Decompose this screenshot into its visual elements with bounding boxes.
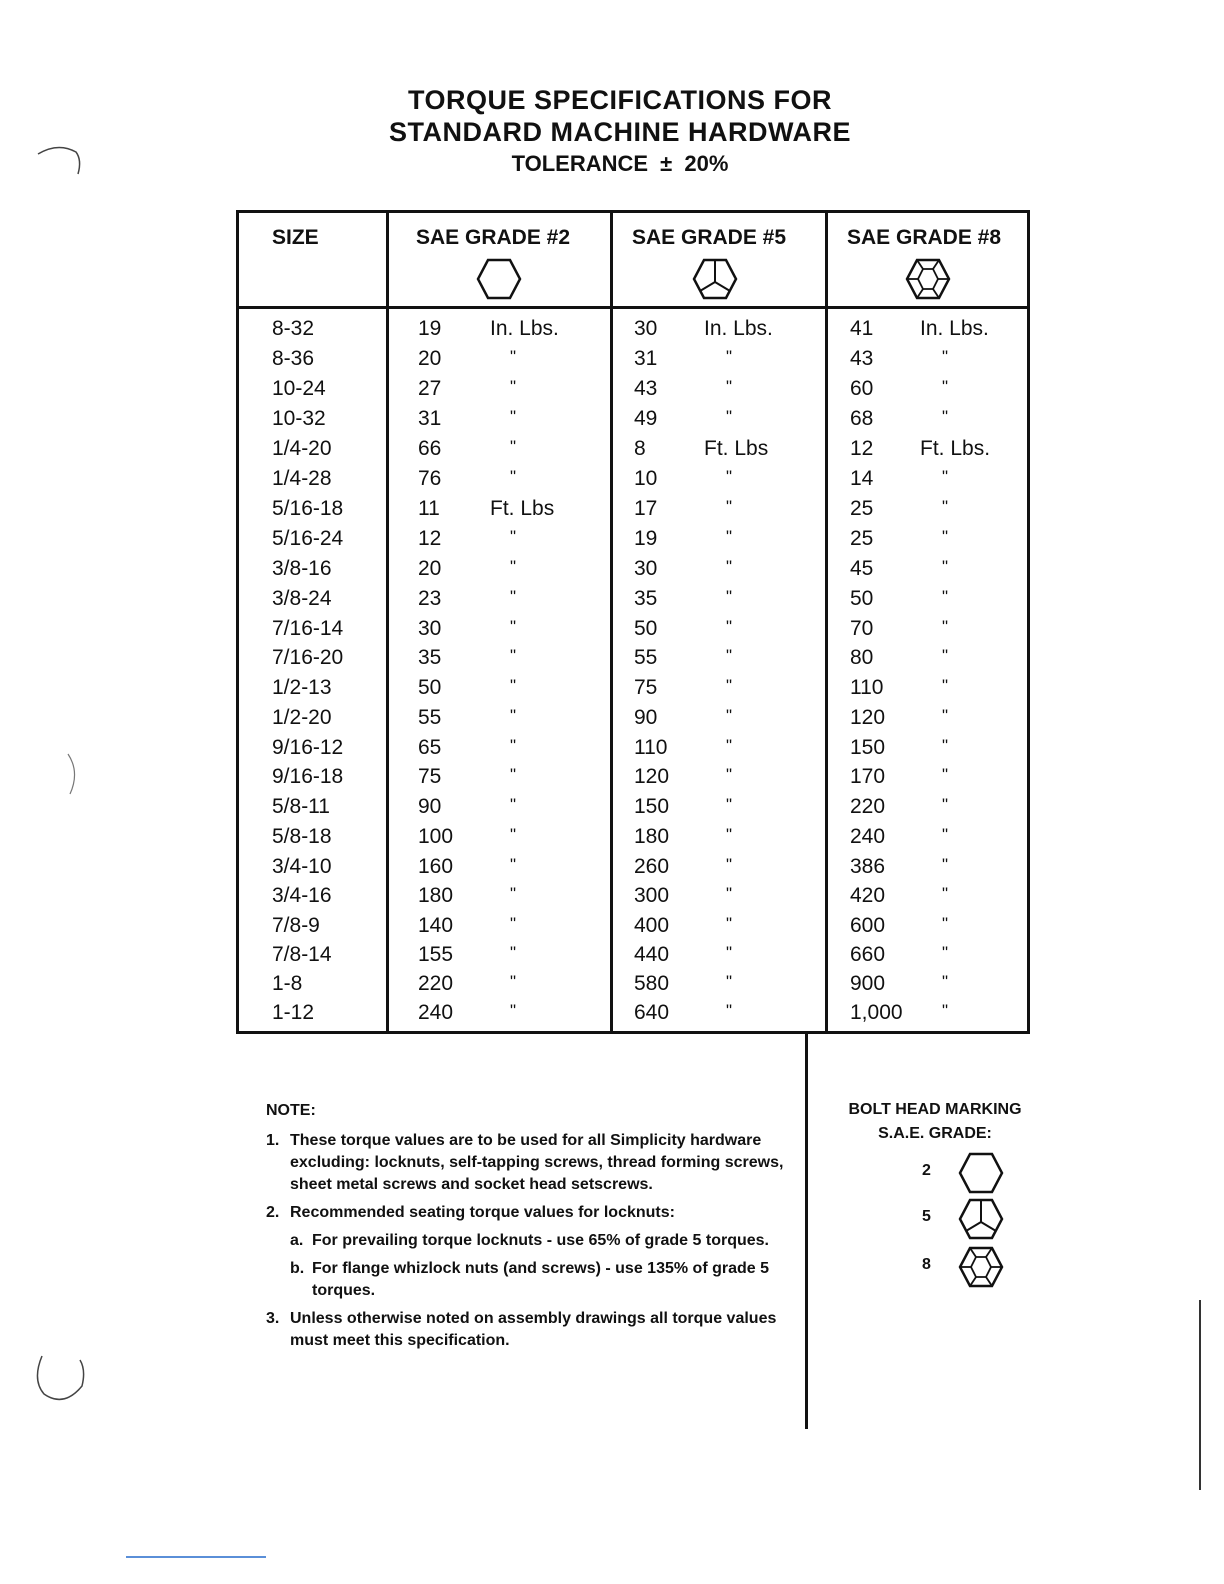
- table-row: [0, 407, 1224, 437]
- grade5-value: 90: [634, 706, 658, 729]
- grade2-value: 100: [418, 825, 454, 848]
- size-cell: 1/2-20: [272, 706, 332, 729]
- grade2-value: 35: [418, 646, 442, 669]
- grade2-unit: In. Lbs.: [490, 317, 559, 340]
- grade8-unit: ": [942, 467, 949, 486]
- table-row: [0, 736, 1224, 766]
- grade2-unit: ": [510, 1001, 517, 1020]
- grade2-value: 155: [418, 943, 454, 966]
- grade8-unit: ": [942, 825, 949, 844]
- grade5-value: 35: [634, 587, 658, 610]
- size-cell: 1-12: [272, 1001, 315, 1024]
- grade8-value: 68: [850, 407, 874, 430]
- table-row: [0, 795, 1224, 825]
- grade5-unit: ": [726, 407, 733, 426]
- grade5-value: 400: [634, 914, 670, 937]
- table-row: [0, 347, 1224, 377]
- note-item: [266, 1308, 786, 1352]
- page-title-line-2: STANDARD MACHINE HARDWARE: [389, 117, 851, 147]
- note-subitem: [266, 1230, 786, 1252]
- size-cell: 9/16-18: [272, 765, 344, 788]
- grade5-unit: ": [726, 617, 733, 636]
- grade8-value: 120: [850, 706, 886, 729]
- grade-label: 5: [922, 1208, 931, 1225]
- grade8-value: 386: [850, 855, 886, 878]
- note-number: 2.: [266, 1204, 280, 1221]
- note-text: Recommended seating torque values for locknuts:: [290, 1204, 675, 1221]
- legend-title-line-1: BOLT HEAD MARKING: [848, 1101, 1022, 1118]
- size-cell: 3/4-10: [272, 855, 332, 878]
- grade8-unit: ": [942, 736, 949, 755]
- size-cell: 1-8: [272, 972, 303, 995]
- grade2-value: 23: [418, 587, 442, 610]
- subitem-text: For flange whizlock nuts (and screws) - use 135% of grade 5 torques.: [312, 1260, 769, 1299]
- grade5-value: 50: [634, 617, 658, 640]
- hex-plain-icon: [958, 1152, 1004, 1194]
- table-row: [0, 1001, 1224, 1031]
- grade5-value: 110: [634, 736, 668, 759]
- grade8-value: 25: [850, 497, 874, 520]
- grade2-value: 30: [418, 617, 442, 640]
- grade5-value: 30: [634, 557, 658, 580]
- size-cell: 5/8-18: [272, 825, 332, 848]
- hex-six-line-icon: [905, 258, 951, 300]
- subitem-letter: b.: [290, 1260, 305, 1277]
- grade8-unit: ": [942, 765, 949, 784]
- grade2-value: 76: [418, 467, 442, 490]
- size-cell: 7/16-14: [272, 617, 344, 640]
- grade5-unit: ": [726, 914, 733, 933]
- grade8-value: 1,000: [850, 1001, 903, 1024]
- grade2-unit: ": [510, 557, 517, 576]
- grade8-unit: ": [942, 497, 949, 516]
- grade8-unit: ": [942, 855, 949, 874]
- size-cell: 3/4-16: [272, 884, 332, 907]
- table-row: [0, 437, 1224, 467]
- grade2-unit: ": [510, 706, 517, 725]
- edge-mark: [126, 1556, 266, 1558]
- table-row: [0, 467, 1224, 497]
- grade8-unit: ": [942, 706, 949, 725]
- grade8-unit: ": [942, 527, 949, 546]
- table-row: [0, 765, 1224, 795]
- section-divider: [805, 1034, 808, 1429]
- grade2-value: 66: [418, 437, 442, 460]
- grade5-unit: ": [726, 943, 733, 962]
- grade2-value: 31: [418, 407, 442, 430]
- table-row: [0, 557, 1224, 587]
- table-row: [0, 617, 1224, 647]
- grade8-unit: ": [942, 884, 949, 903]
- size-cell: 10-32: [272, 407, 326, 430]
- grade2-unit: ": [510, 972, 517, 991]
- size-cell: 8-36: [272, 347, 315, 370]
- size-cell: 7/8-9: [272, 914, 320, 937]
- grade5-value: 17: [634, 497, 658, 520]
- grade8-value: 900: [850, 972, 886, 995]
- grade5-value: 580: [634, 972, 670, 995]
- grade2-unit: ": [510, 914, 517, 933]
- grade2-unit: ": [510, 527, 517, 546]
- grade8-value: 43: [850, 347, 874, 370]
- table-row: [0, 317, 1224, 347]
- grade5-unit: ": [726, 676, 733, 695]
- grade5-unit: ": [726, 1001, 733, 1020]
- grade8-unit: ": [942, 972, 949, 991]
- grade5-unit: ": [726, 855, 733, 874]
- grade8-value: 50: [850, 587, 874, 610]
- table-row: [0, 587, 1224, 617]
- grade5-value: 19: [634, 527, 658, 550]
- grade8-unit: ": [942, 914, 949, 933]
- grade5-unit: ": [726, 347, 733, 366]
- grade8-value: 110: [850, 676, 884, 699]
- grade2-value: 160: [418, 855, 454, 878]
- note-subitem: [266, 1258, 786, 1302]
- table-row: [0, 914, 1224, 944]
- grade8-unit: ": [942, 587, 949, 606]
- grade5-value: 150: [634, 795, 670, 818]
- header-grade5: SAE GRADE #5: [632, 226, 787, 249]
- grade5-value: 75: [634, 676, 658, 699]
- grade5-unit: Ft. Lbs: [704, 437, 769, 460]
- grade5-unit: ": [726, 646, 733, 665]
- table-row: [0, 825, 1224, 855]
- punch-hole-mark: [30, 1350, 90, 1410]
- grade2-unit: ": [510, 407, 517, 426]
- note-number: 3.: [266, 1310, 280, 1327]
- grade5-value: 30: [634, 317, 658, 340]
- grade2-unit: ": [510, 437, 517, 456]
- header-size: SIZE: [272, 226, 319, 249]
- table-row: [0, 646, 1224, 676]
- notes-title: NOTE:: [266, 1102, 316, 1119]
- grade2-unit: ": [510, 943, 517, 962]
- size-cell: 8-32: [272, 317, 315, 340]
- grade5-unit: ": [726, 972, 733, 991]
- grade5-unit: ": [726, 467, 733, 486]
- legend-title-line-2: S.A.E. GRADE:: [878, 1125, 992, 1142]
- size-cell: 5/16-18: [272, 497, 344, 520]
- grade5-value: 260: [634, 855, 670, 878]
- grade2-value: 50: [418, 676, 442, 699]
- grade8-unit: In. Lbs.: [920, 317, 989, 340]
- note-item: [266, 1130, 786, 1196]
- grade2-unit: ": [510, 646, 517, 665]
- tolerance-label: TOLERANCE ± 20%: [511, 151, 729, 176]
- grade5-unit: ": [726, 527, 733, 546]
- subitem-letter: a.: [290, 1232, 304, 1249]
- grade8-unit: ": [942, 676, 949, 695]
- edge-mark: [1199, 1300, 1201, 1490]
- grade5-value: 10: [634, 467, 658, 490]
- table-row: [0, 676, 1224, 706]
- grade8-unit: ": [942, 1001, 949, 1020]
- header-divider: [236, 306, 1030, 309]
- grade2-value: 11: [418, 497, 440, 520]
- grade5-unit: ": [726, 497, 733, 516]
- grade8-unit: ": [942, 347, 949, 366]
- size-cell: 7/16-20: [272, 646, 344, 669]
- grade2-unit: ": [510, 855, 517, 874]
- grade2-unit: ": [510, 617, 517, 636]
- table-row: [0, 884, 1224, 914]
- table-row: [0, 377, 1224, 407]
- grade5-value: 300: [634, 884, 670, 907]
- grade5-value: 43: [634, 377, 658, 400]
- header-grade2: SAE GRADE #2: [416, 226, 571, 249]
- grade8-value: 45: [850, 557, 874, 580]
- note-item: [266, 1202, 786, 1224]
- note-text: Unless otherwise noted on assembly drawings all torque values must meet this specification.: [290, 1310, 777, 1349]
- grade5-value: 180: [634, 825, 670, 848]
- grade2-value: 12: [418, 527, 442, 550]
- size-cell: 3/8-24: [272, 587, 332, 610]
- size-cell: 10-24: [272, 377, 326, 400]
- grade8-unit: Ft. Lbs.: [920, 437, 991, 460]
- table-row: [0, 527, 1224, 557]
- grade8-value: 600: [850, 914, 886, 937]
- grade8-value: 420: [850, 884, 886, 907]
- grade8-unit: ": [942, 557, 949, 576]
- grade2-value: 75: [418, 765, 442, 788]
- grade2-unit: Ft. Lbs: [490, 497, 555, 520]
- grade5-unit: ": [726, 884, 733, 903]
- grade5-value: 55: [634, 646, 658, 669]
- table-row: [0, 497, 1224, 527]
- grade8-unit: ": [942, 617, 949, 636]
- grade2-value: 90: [418, 795, 442, 818]
- size-cell: 3/8-16: [272, 557, 332, 580]
- grade2-value: 240: [418, 1001, 454, 1024]
- bolt-marking-legend: [820, 1098, 1050, 1146]
- punch-hole-mark: [30, 140, 90, 190]
- grade8-unit: ": [942, 795, 949, 814]
- grade-label: 8: [922, 1256, 931, 1273]
- grade5-value: 31: [634, 347, 658, 370]
- page-title-line-1: TORQUE SPECIFICATIONS FOR: [407, 85, 833, 115]
- grade2-value: 55: [418, 706, 442, 729]
- grade2-value: 140: [418, 914, 454, 937]
- grade8-value: 12: [850, 437, 874, 460]
- grade8-value: 14: [850, 467, 874, 490]
- grade8-value: 150: [850, 736, 886, 759]
- grade8-value: 80: [850, 646, 874, 669]
- grade8-value: 25: [850, 527, 874, 550]
- grade8-unit: ": [942, 943, 949, 962]
- grade8-value: 170: [850, 765, 886, 788]
- grade5-value: 8: [634, 437, 646, 460]
- grade8-value: 660: [850, 943, 886, 966]
- grade5-value: 440: [634, 943, 670, 966]
- grade2-unit: ": [510, 765, 517, 784]
- grade2-value: 220: [418, 972, 454, 995]
- grade5-unit: ": [726, 706, 733, 725]
- grade8-value: 60: [850, 377, 874, 400]
- grade2-unit: ": [510, 736, 517, 755]
- grade2-unit: ": [510, 587, 517, 606]
- grade5-unit: In. Lbs.: [704, 317, 773, 340]
- grade5-unit: ": [726, 377, 733, 396]
- size-cell: 7/8-14: [272, 943, 332, 966]
- grade-label: 2: [922, 1162, 931, 1179]
- grade2-value: 20: [418, 557, 442, 580]
- note-number: 1.: [266, 1132, 280, 1149]
- title-block: [0, 84, 1224, 177]
- grade2-unit: ": [510, 676, 517, 695]
- hex-three-line-icon: [958, 1198, 1004, 1240]
- size-cell: 5/8-11: [272, 795, 330, 818]
- grade8-value: 70: [850, 617, 874, 640]
- grade8-value: 240: [850, 825, 886, 848]
- grade2-unit: ": [510, 825, 517, 844]
- grade5-value: 49: [634, 407, 658, 430]
- size-cell: 1/2-13: [272, 676, 332, 699]
- table-row: [0, 706, 1224, 736]
- size-cell: 1/4-20: [272, 437, 332, 460]
- table-row: [0, 972, 1224, 1002]
- grade5-unit: ": [726, 736, 733, 755]
- grade2-value: 19: [418, 317, 442, 340]
- header-grade8: SAE GRADE #8: [847, 226, 1002, 249]
- grade2-unit: ": [510, 467, 517, 486]
- hex-three-line-icon: [692, 258, 738, 300]
- grade8-unit: ": [942, 377, 949, 396]
- grade5-value: 640: [634, 1001, 670, 1024]
- grade5-unit: ": [726, 587, 733, 606]
- grade2-unit: ": [510, 377, 517, 396]
- grade8-value: 220: [850, 795, 886, 818]
- size-cell: 5/16-24: [272, 527, 344, 550]
- table-row: [0, 943, 1224, 973]
- grade2-value: 180: [418, 884, 454, 907]
- table-row: [0, 855, 1224, 885]
- grade5-unit: ": [726, 825, 733, 844]
- grade8-unit: ": [942, 646, 949, 665]
- grade8-value: 41: [850, 317, 874, 340]
- grade2-value: 27: [418, 377, 442, 400]
- grade2-unit: ": [510, 884, 517, 903]
- punch-hole-mark: [60, 750, 90, 800]
- hex-six-line-icon: [958, 1246, 1004, 1288]
- grade5-unit: ": [726, 795, 733, 814]
- note-text: These torque values are to be used for all Simplicity hardware excluding: locknuts, self-tapping screws, thread forming screws, sheet metal screws and socket head setscrews.: [290, 1132, 784, 1193]
- grade8-unit: ": [942, 407, 949, 426]
- grade5-unit: ": [726, 765, 733, 784]
- grade2-value: 20: [418, 347, 442, 370]
- grade2-value: 65: [418, 736, 442, 759]
- subitem-text: For prevailing torque locknuts - use 65% of grade 5 torques.: [312, 1232, 769, 1249]
- notes-section: [266, 1100, 786, 1358]
- grade2-unit: ": [510, 795, 517, 814]
- hex-plain-icon: [476, 258, 522, 300]
- size-cell: 9/16-12: [272, 736, 344, 759]
- grade5-unit: ": [726, 557, 733, 576]
- size-cell: 1/4-28: [272, 467, 332, 490]
- grade5-value: 120: [634, 765, 670, 788]
- grade2-unit: ": [510, 347, 517, 366]
